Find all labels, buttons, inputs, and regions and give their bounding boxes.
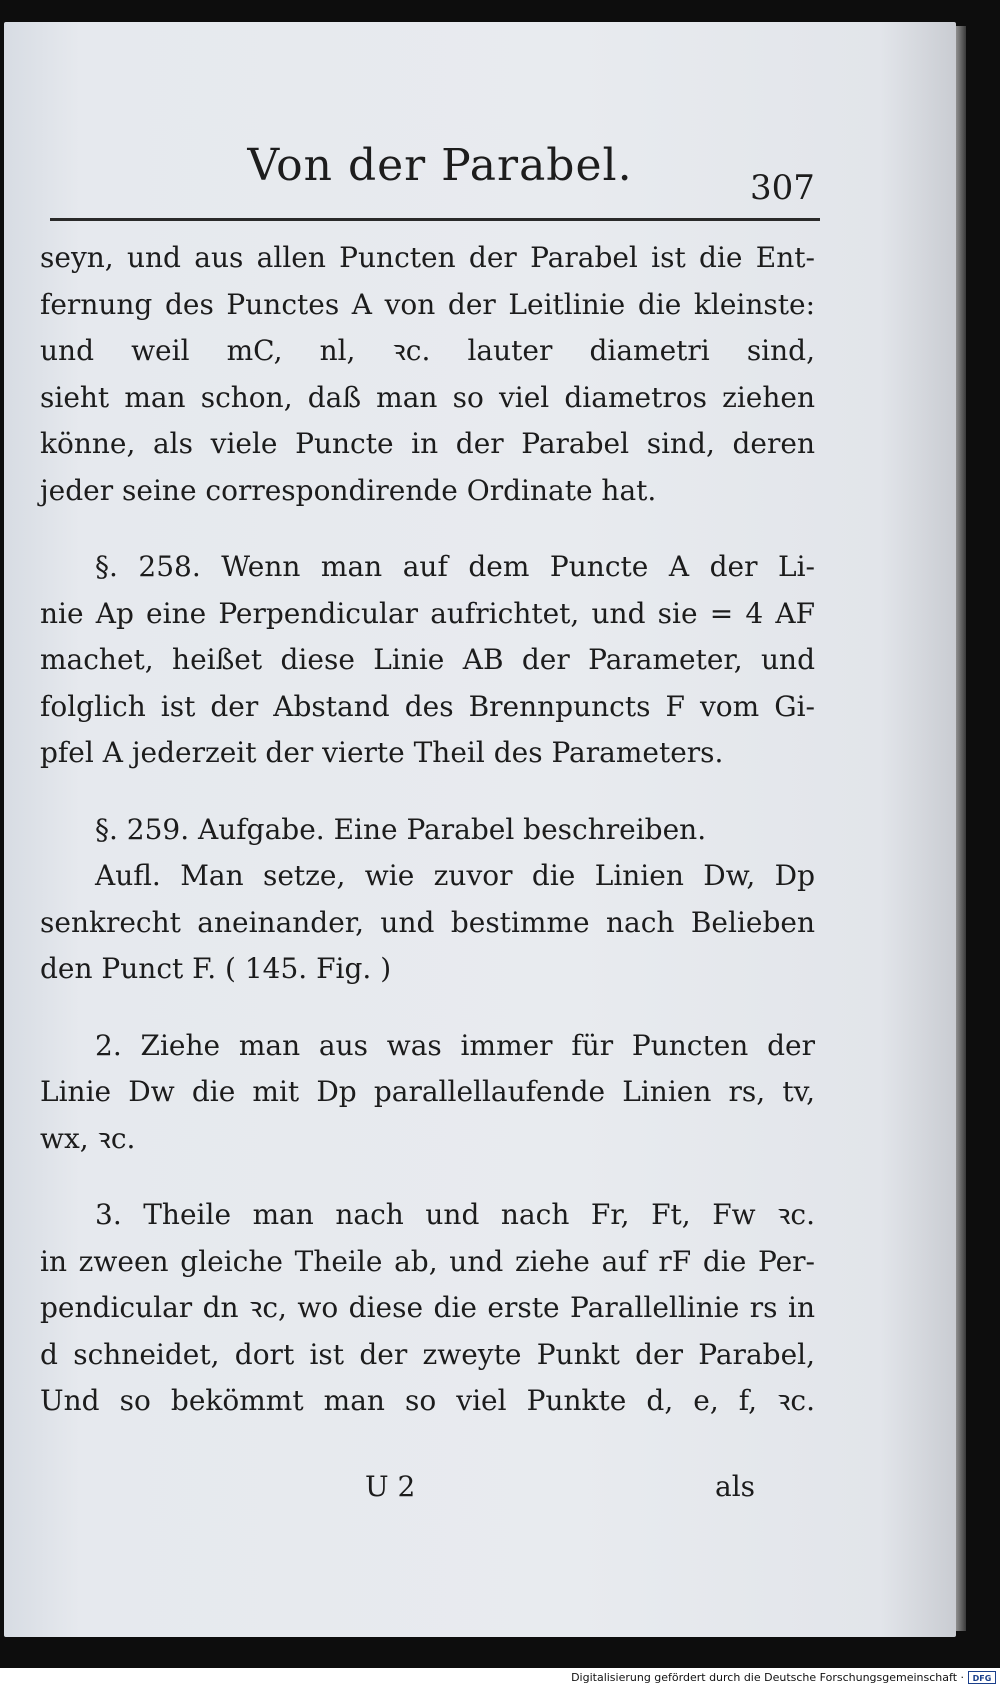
section-heading: §. 259. Aufgabe. Eine Parabel beschreiben. (95, 812, 707, 846)
text-line: 2. Ziehe man aus was immer für Puncten der (95, 1028, 815, 1062)
page-number: 307 (750, 168, 815, 208)
paragraph-gap (40, 1162, 815, 1192)
text-line: d schneidet, dort ist der zweyte Punkt der Parabel, (40, 1337, 815, 1371)
text-line: fernung des Punctes A von der Leitlinie die kleinste: (40, 287, 815, 321)
text-line: machet, heißet diese Linie AB der Parameter, und (40, 643, 815, 676)
text-line: senkrecht aneinander, und bestimme nach Belieben (40, 905, 815, 939)
catchword: als (715, 1470, 756, 1503)
paragraph-gap (40, 993, 815, 1023)
credit-text: Digitalisierung gefördert durch die Deutsche Forschungsgemeinschaft · (571, 1671, 964, 1684)
text-line: und weil mC, nl, ꝛc. lauter diametri sind, (40, 334, 815, 367)
dfg-logo-icon: DFG (968, 1671, 996, 1684)
text-line: folglich ist der Abstand des Brennpuncts F vom Gi- (40, 689, 815, 723)
text-line: §. 258. Wenn man auf dem Puncte A der Li- (95, 550, 815, 583)
text-line: Linie Dw die mit Dp parallellaufende Linien rs, tv, (40, 1075, 815, 1108)
text-line: pfel A jederzeit der vierte Theil des Parameters. (40, 736, 724, 769)
credit-bar (0, 1668, 1000, 1687)
text-line: 3. Theile man nach und nach Fr, Ft, Fw ꝛc. (95, 1198, 815, 1231)
text-line: Aufl. Man setze, wie zuvor die Linien Dw, Dp (95, 859, 815, 892)
text-line: pendicular dn ꝛc, wo diese die erste Parallellinie rs in (40, 1291, 815, 1324)
page-edge (956, 26, 966, 1631)
text-line: Und so bekömmt man so viel Punkte d, e, f, ꝛc. (40, 1384, 815, 1417)
paragraph-gap (40, 777, 815, 807)
header-rule (50, 218, 820, 221)
text-line: seyn, und aus allen Puncten der Parabel ist die Ent- (40, 241, 815, 274)
running-title: Von der Parabel. (247, 140, 633, 191)
page-header (40, 140, 840, 220)
page-footer (40, 1470, 815, 1516)
signature-mark: U 2 (365, 1470, 416, 1503)
text-line: wx, ꝛc. (40, 1121, 136, 1155)
text-line: den Punct F. ( 145. Fig. ) (40, 952, 392, 985)
text-line: nie Ap eine Perpendicular aufrichtet, und sie = 4 AF (40, 596, 815, 630)
text-line: jeder seine correspondirende Ordinate hat. (40, 473, 657, 507)
text-line: könne, als viele Puncte in der Parabel sind, deren (40, 427, 815, 460)
paragraph-gap (40, 514, 815, 544)
body-text (40, 235, 815, 1425)
text-line: in zween gleiche Theile ab, und ziehe auf rF die Per- (40, 1244, 815, 1278)
text-line: sieht man schon, daß man so viel diametros ziehen (40, 380, 815, 414)
